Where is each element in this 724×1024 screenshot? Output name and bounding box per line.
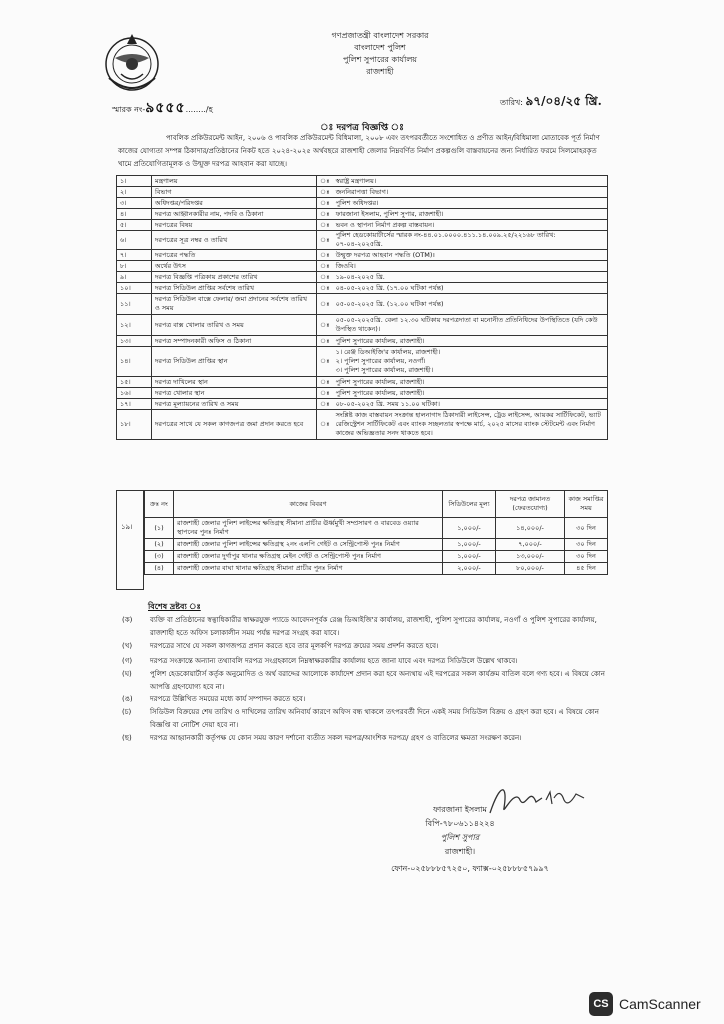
row-separator: ঃ: [317, 283, 333, 294]
row-number: ১২।: [117, 315, 152, 336]
note-text: পুলিশ হেডকোয়ার্টার্স কর্তৃক অনুমোদিত ও অর্থ বরাদ্দের আলোকে কার্যাদেশ প্রদান করা হবে অন্যথায় এই দরপত্রের সকল কার্যক্রম বাতিল বলে গণ্য হবে। এ বিষয়ে কোন আপত্তি গ্রহণযোগ্য হবে না।: [150, 670, 605, 691]
notice-title: ঃ দরপত্র বিজ্ঞপ্তি ঃ: [320, 123, 404, 133]
note-text: সিডিউল বিক্রয়ের শেষ তারিখ ও দাখিলের তারিখ অনিবার্য কারণে অফিস বন্ধ থাকলে তৎপরবর্তী দিনে একই সময় সিডিউল বিক্রয় ও গ্রহণ করা হবে। এ বিষয়ে কোন বিজ্ঞপ্তি বা নোটিশ দেয়া হবে না।: [150, 708, 599, 729]
row-number: ৬।: [117, 231, 152, 250]
note-item: [118, 693, 608, 706]
row-value: ০৫-০৫-২০২৫ খ্রি. (১২.০০ ঘটিকা পর্যন্ত): [333, 294, 608, 315]
row-number: ১১।: [117, 294, 152, 315]
note-item: [118, 668, 608, 694]
row-value: ১। রেঞ্জ ডিআইজি'র কার্যালয়, রাজশাহী। ২। পুলিশ সুপারের কার্যালয়, নওগাঁ। ৩। পুলিশ সুপারের কার্যালয়, রাজশাহী।: [333, 347, 608, 377]
tender-info-row: [117, 347, 608, 377]
note-item: [118, 614, 608, 640]
row-value: ০৮-০৫-২০২৫ খ্রি. সময় ১১.০০ ঘটিকা।: [333, 399, 608, 410]
works-header-desc: কাজের বিবরণ: [174, 491, 443, 518]
row-label: দরপত্র আহ্বানকারীর নাম, পদবি ও ঠিকানা: [152, 209, 317, 220]
row-number: ৪।: [117, 209, 152, 220]
note-item: [118, 706, 608, 732]
row-value: ০৫-০৫-২০২৫খ্রি. বেলা ১২.৩০ ঘটিকায় দরপত্রদাতা বা মনোনীত প্রতিনিধিদের উপস্থিতিতে (যদি কেউ উপস্থিত থাকেন)।: [333, 315, 608, 336]
tender-info-row: [117, 410, 608, 440]
works-desc: রাজশাহী জেলার পুলিশ লাইন্সের ক্ষতিগ্রস্থ ২নং এলপি গেইট ও সেন্ট্রিপোস্ট পুনঃ নির্মাণ: [174, 539, 443, 551]
works-header-row: [145, 491, 608, 518]
note-label: (ছ): [122, 734, 132, 742]
note-text: দরপত্র আহ্বানকারী কর্তৃপক্ষ যে কোন সময় কারণ দর্শানো ব্যতীত সকল দরপত্র/আংশিক দরপত্র/ গ্রহণ ও বাতিলের ক্ষমতা সংরক্ষণ করেন।: [150, 734, 522, 742]
note-item: [118, 655, 608, 668]
signatory-contact: ফোন-০২৫৮৮৮৫৭২৫০, ফ্যাক্স-০২৫৮৮৮৫৭৯৯৭: [391, 864, 549, 873]
row-value: জিওবি।: [333, 261, 608, 272]
memo-number: স্মারক নং-৯৫৫৫......../হ: [112, 100, 213, 116]
note-label: (ঘ): [122, 670, 132, 678]
tender-info-row: [117, 176, 608, 187]
row-separator: ঃ: [317, 261, 333, 272]
tender-info-row: [117, 231, 608, 250]
works-row: [145, 563, 608, 575]
row-separator: ঃ: [317, 198, 333, 209]
header-district: রাজশাহী: [366, 67, 394, 76]
works-header-price: সিডিউলের মূল্য: [443, 491, 496, 518]
handwritten-date: ৯৭/০৪/২৫ খ্রি.: [525, 94, 602, 108]
row-number: ৫।: [117, 220, 152, 231]
row-label: দরপত্র সিডিউল প্রাপ্তির স্থান: [152, 347, 317, 377]
row-label: বিভাগ: [152, 187, 317, 198]
note-label: (গ): [122, 657, 133, 665]
note-item: [118, 732, 608, 745]
row-separator: ঃ: [317, 176, 333, 187]
header-police: বাংলাদেশ পুলিশ: [354, 43, 406, 52]
works-sl: (২): [145, 539, 174, 551]
row-separator: ঃ: [317, 315, 333, 336]
tender-info-row: [117, 388, 608, 399]
works-duration: ৪৫ দিন: [565, 563, 608, 575]
works-sl: (১): [145, 518, 174, 539]
note-text: দরপত্রের সাথে যে সকল কাগজপত্র প্রদান করতে হবে তার মূলকপি দরপত্র ক্রয়ের সময় প্রদর্শন করতে হবে।: [150, 642, 439, 650]
row-number: ৮।: [117, 261, 152, 272]
row-number: ৯।: [117, 272, 152, 283]
tender-info-row: [117, 377, 608, 388]
row-value: পুলিশ সুপারের কার্যালয়, রাজশাহী।: [333, 336, 608, 347]
row-value: সংশ্লিষ্ট কাজ বাস্তবায়ন সংক্রান্ত হালনাগাদ ঠিকাদারী লাইসেন্স, ট্রেড লাইসেন্স, আয়কর সার্টিফিকেট, ভ্যাট রেজিস্ট্রেশন সার্টিফিকেট এবং ব্যাংক সচ্ছলতার স্বপক্ষে মার্চ, ২০২৫ মাসের ব্যাংক স্টেটমেন্ট এবং নির্মাণ কাজের অভিজ্ঞতার সনদ থাকতে হবে।: [333, 410, 608, 440]
works-row-number: ১৯।: [116, 490, 144, 590]
row-label: দরপত্রের পদ্ধতি: [152, 250, 317, 261]
row-label: দরপত্র সম্পাদনকারী অফিস ও ঠিকানা: [152, 336, 317, 347]
works-security: ১৪,০০০/-: [496, 518, 565, 539]
works-sl: (৪): [145, 563, 174, 575]
tender-info-row: [117, 187, 608, 198]
row-label: দরপত্রের সাথে যে সকল কাগজপত্র জমা প্রদান করতে হবে: [152, 410, 317, 440]
row-value: ফারজানা ইসলাম, পুলিশ সুপার, রাজশাহী।: [333, 209, 608, 220]
row-value: ০৪-০৫-২০২৫ খ্রি. (১৭.০০ ঘটিকা পর্যন্ত): [333, 283, 608, 294]
row-number: ১৮।: [117, 410, 152, 440]
works-security: ৮০,০০০/-: [496, 563, 565, 575]
notice-intro: পাবলিক প্রকিউরমেন্ট আইন, ২০০৬ ও পাবলিক প্রকিউরমেন্ট বিধিমালা, ২০০৮ এবং তৎপরবর্তীতে সংশোধিত ও প্রণীত আইন/বিধিমালা মোতাবেক পূর্ত নির্মাণ কাজের যোগ্যতা সম্পন্ন ঠিকাদার/প্রতিষ্ঠানের নিকট হতে ২০২৪-২০২৫ অর্থবছরে রাজশাহী জেলার নিম্নবর্ণিত নির্মাণ প্রকল্পগুলি বাস্তবায়নের জন্য নির্ধারিত ফরমে সিলমোহরকৃত খামে প্রতিযোগিতামূলক ও উন্মুক্ত দরপত্র আহবান করা যাচ্ছে।: [118, 134, 600, 168]
row-value: পুলিশ অধিদপ্তর।: [333, 198, 608, 209]
row-separator: ঃ: [317, 377, 333, 388]
row-separator: ঃ: [317, 209, 333, 220]
note-item: [118, 640, 608, 653]
row-label: দরপত্রের সূত্র নম্বর ও তারিখ: [152, 231, 317, 250]
notes-title: বিশেষ দ্রষ্টব্য ঃ: [148, 602, 201, 611]
row-number: ১৩।: [117, 336, 152, 347]
works-sl: (৩): [145, 551, 174, 563]
works-security: ১৩,০০০/-: [496, 551, 565, 563]
tender-info-row: [117, 261, 608, 272]
signatory-name: ফারজানা ইসলাম: [433, 805, 487, 814]
row-label: দরপত্রের বিষয়: [152, 220, 317, 231]
tender-info-row: [117, 198, 608, 209]
works-duration: ৩০ দিন: [565, 539, 608, 551]
tender-info-table: [116, 175, 608, 440]
memo-date: তারিখ: ৯৭/০৪/২৫ খ্রি.: [500, 94, 602, 108]
note-label: (চ): [122, 708, 132, 716]
row-separator: ঃ: [317, 187, 333, 198]
row-separator: ঃ: [317, 220, 333, 231]
memo-handwritten-number: ৯৫৫৫: [145, 100, 186, 116]
header-office: পুলিশ সুপারের কার্যালয়: [342, 55, 418, 64]
works-header-sl: ক্রঃ নং: [145, 491, 174, 518]
row-number: ১০।: [117, 283, 152, 294]
camscanner-logo-icon: CS: [589, 992, 613, 1016]
row-value: জননিরাপত্তা বিভাগ।: [333, 187, 608, 198]
row-value: পুলিশ সুপারের কার্যালয়, রাজশাহী।: [333, 377, 608, 388]
row-separator: ঃ: [317, 294, 333, 315]
row-label: অধিদপ্তর/পরিদপ্তর: [152, 198, 317, 209]
signatory-bp: বিপি-৭৮০৬১১৪২২৪: [425, 819, 495, 828]
row-label: মন্ত্রণালয়: [152, 176, 317, 187]
row-number: ২।: [117, 187, 152, 198]
row-separator: ঃ: [317, 336, 333, 347]
row-value: পুলিশ হেডকোয়ার্টার্সের স্মারক নং-৪৪.০১.০০০০.৪১১.১৪.০০৯.২৫/২২১৬৮ তারিখ: ০৭-০৪-২০২৫খ্রি.: [333, 231, 608, 250]
row-label: দরপত্র বিজ্ঞপ্তি পত্রিকায় প্রকাশের তারিখ: [152, 272, 317, 283]
row-separator: ঃ: [317, 347, 333, 377]
row-number: ৩।: [117, 198, 152, 209]
works-price: ১,০০০/-: [443, 518, 496, 539]
row-separator: ঃ: [317, 410, 333, 440]
row-separator: ঃ: [317, 272, 333, 283]
row-label: দরপত্র খোলার স্থান: [152, 388, 317, 399]
camscanner-watermark: CamScanner: [619, 996, 701, 1012]
tender-info-row: [117, 294, 608, 315]
row-separator: ঃ: [317, 250, 333, 261]
row-number: ৭।: [117, 250, 152, 261]
row-number: ১৭।: [117, 399, 152, 410]
works-header-security: দরপত্র জামানত (ফেরতযোগ্য): [496, 491, 565, 518]
works-row: [145, 539, 608, 551]
tender-info-row: [117, 283, 608, 294]
row-value: স্বরাষ্ট্র মন্ত্রণালয়।: [333, 176, 608, 187]
tender-info-row: [117, 209, 608, 220]
works-desc: রাজশাহী জেলার বাঘা থানার ক্ষতিগ্রস্থ সীমানা প্রাচীর পুনঃ নির্মাণ: [174, 563, 443, 575]
works-row: [145, 551, 608, 563]
row-label: দরপত্র সিডিউল বাক্সে ফেলার/ জমা প্রদানের সর্বশেষ তারিখ ও সময়: [152, 294, 317, 315]
tender-info-row: [117, 220, 608, 231]
works-desc: রাজশাহী জেলার পুলিশ লাইন্সের ক্ষতিগ্রস্থ সীমানা প্রাচীর ঊর্ধ্বমুখী সম্প্রসারণ ও বারবেড ওয়্যার স্থাপনের পুনঃ নির্মাণ: [174, 518, 443, 539]
header-govt: গণপ্রজাতন্ত্রী বাংলাদেশ সরকার: [331, 31, 429, 40]
works-duration: ৩০ দিন: [565, 518, 608, 539]
row-separator: ঃ: [317, 388, 333, 399]
note-text: দরপত্র সংক্রান্তে অন্যান্য তথ্যাবলি দরপত্র সংগ্রহকালে নিম্নস্বাক্ষরকারীর কার্যালয় হতে জানা যাবে এবং দরপত্র সিডিউলে উল্লেখ থাকবে।: [150, 657, 518, 665]
note-text: ব্যক্তি বা প্রতিষ্ঠানের স্বত্বাধিকারীর স্বাক্ষরযুক্ত প্যাডে আবেদনপূর্বক রেঞ্জ ডিআইজি'র কার্যালয়, রাজশাহী, পুলিশ সুপারের কার্যালয়, নওগাঁ ও পুলিশ সুপারের কার্যালয়, রাজশাহী হতে অফিস চলাকালীন সময় পর্যন্ত দরপত্র সংগ্রহ করা যাবে।: [150, 616, 597, 637]
works-duration: ৩০ দিন: [565, 551, 608, 563]
tender-info-row: [117, 250, 608, 261]
works-header-duration: কাজ সমাপ্তির সময়: [565, 491, 608, 518]
row-number: ১৫।: [117, 377, 152, 388]
works-row: [145, 518, 608, 539]
row-value: ভবন ও স্থাপনা নির্মাণ প্রকল্প বাস্তবায়ন।: [333, 220, 608, 231]
note-label: (খ): [122, 642, 133, 650]
tender-info-row: [117, 272, 608, 283]
note-text: দরপত্রে উল্লিখিত সময়ের মধ্যে কার্য সম্পাদন করতে হবে।: [150, 695, 306, 703]
row-label: অর্থের উৎস: [152, 261, 317, 272]
note-label: (ঙ): [122, 695, 133, 703]
works-security: ৭,০০০/-: [496, 539, 565, 551]
signatory-designation: পুলিশ সুপার: [440, 833, 480, 842]
row-label: দরপত্র মূল্যায়নের তারিখ ও সময়: [152, 399, 317, 410]
row-value: উন্মুক্ত দরপত্র আহবান পদ্ধতি (OTM)।: [333, 250, 608, 261]
row-label: দরপত্র দাখিলের স্থান: [152, 377, 317, 388]
works-price: ১,০০০/-: [443, 539, 496, 551]
note-label: (ক): [122, 616, 133, 624]
row-value: পুলিশ সুপারের কার্যালয়, রাজশাহী।: [333, 388, 608, 399]
signatory-district: রাজশাহী।: [444, 847, 476, 856]
row-value: ১৯-০৪-২০২৫ খ্রি.: [333, 272, 608, 283]
row-separator: ঃ: [317, 399, 333, 410]
row-separator: ঃ: [317, 231, 333, 250]
tender-info-row: [117, 315, 608, 336]
police-emblem-icon: [103, 28, 161, 94]
row-number: ১৪।: [117, 347, 152, 377]
row-label: দরপত্র সিডিউল প্রাপ্তির সর্বশেষ তারিখ: [152, 283, 317, 294]
works-price: ১,০০০/-: [443, 551, 496, 563]
works-table: [144, 490, 608, 575]
tender-info-row: [117, 399, 608, 410]
row-label: দরপত্র বাক্স খোলার তারিখ ও সময়: [152, 315, 317, 336]
row-number: ১৬।: [117, 388, 152, 399]
tender-info-row: [117, 336, 608, 347]
works-desc: রাজশাহী জেলার দুর্গাপুর থানার ক্ষতিগ্রস্থ মেইন গেইট ও সেন্ট্রিপোস্ট পুনঃ নির্মাণ: [174, 551, 443, 563]
row-number: ১।: [117, 176, 152, 187]
works-price: ২,০০০/-: [443, 563, 496, 575]
